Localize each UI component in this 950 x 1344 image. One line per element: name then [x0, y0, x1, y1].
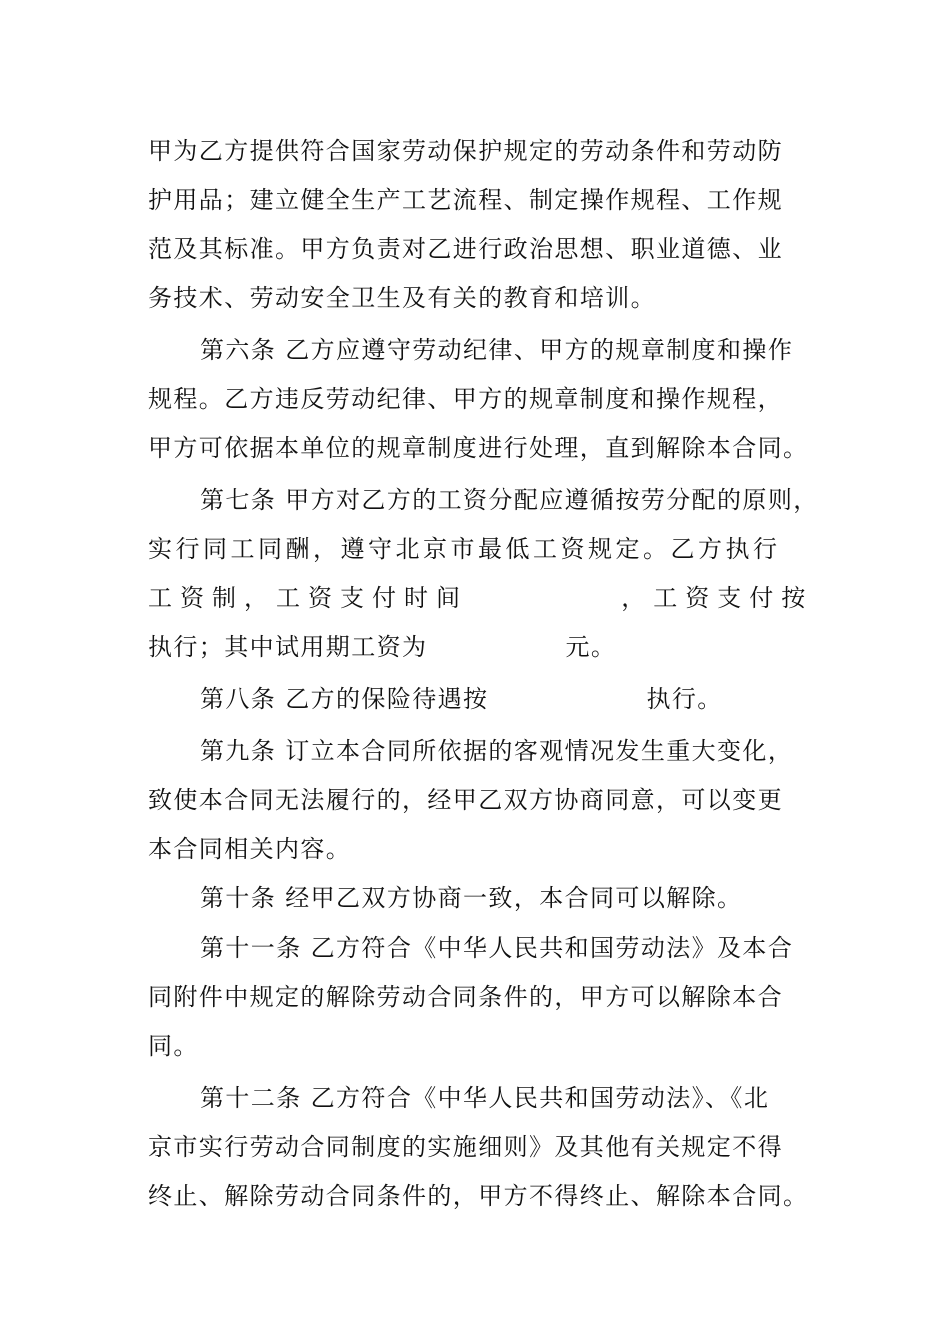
article-12-line: 第十二条 乙方符合《中华人民共和国劳动法》、《北 [200, 1084, 770, 1112]
text-line: 本合同相关内容。 [148, 835, 352, 863]
wage-system-text: 工资制，工资支付时间 [148, 584, 468, 612]
payment-method-text: ，工资支付按 [621, 584, 814, 612]
yuan-text: 元。 [565, 633, 617, 661]
text-line: 致使本合同无法履行的，经甲乙双方协商同意，可以变更 [148, 786, 783, 814]
article-9-line: 第九条 订立本合同所依据的客观情况发生重大变化， [200, 737, 794, 765]
text-line: 规程。乙方违反劳动纪律、甲方的规章制度和操作规程， [148, 385, 783, 413]
text-line: 同附件中规定的解除劳动合同条件的，甲方可以解除本合 [148, 983, 783, 1011]
article-10-line: 第十条 经甲乙双方协商一致，本合同可以解除。 [200, 884, 743, 912]
text-line: 实行同工同酬，遵守北京市最低工资规定。乙方执行 [148, 535, 781, 563]
text-line: 务技术、劳动安全卫生及有关的教育和培训。 [148, 284, 656, 312]
article-11-line: 第十一条 乙方符合《中华人民共和国劳动法》及本合 [200, 934, 794, 962]
article-8-line [200, 679, 810, 719]
article-6-line: 第六条 乙方应遵守劳动纪律、甲方的规章制度和操作 [200, 336, 794, 364]
text-line: 同。 [148, 1032, 199, 1060]
text-line: 甲为乙方提供符合国家劳动保护规定的劳动条件和劳动防 [148, 137, 783, 165]
text-line: 护用品；建立健全生产工艺流程、制定操作规程、工作规 [148, 186, 783, 214]
text-line: 范及其标准。甲方负责对乙进行政治思想、职业道德、业 [148, 235, 783, 263]
probation-wage-text: 执行；其中试用期工资为 [148, 633, 428, 661]
insurance-text: 第八条 乙方的保险待遇按 [200, 685, 489, 713]
text-line: 终止、解除劳动合同条件的，甲方不得终止、解除本合同。 [148, 1182, 809, 1210]
text-line: 甲方可依据本单位的规章制度进行处理，直到解除本合同。 [148, 434, 809, 462]
text-line-with-blank [148, 627, 808, 667]
text-line-with-blank [148, 578, 814, 618]
article-7-line: 第七条 甲方对乙方的工资分配应遵循按劳分配的原则， [200, 486, 819, 514]
execute-text: 执行。 [646, 685, 723, 713]
text-line: 京市实行劳动合同制度的实施细则》及其他有关规定不得 [148, 1133, 783, 1161]
